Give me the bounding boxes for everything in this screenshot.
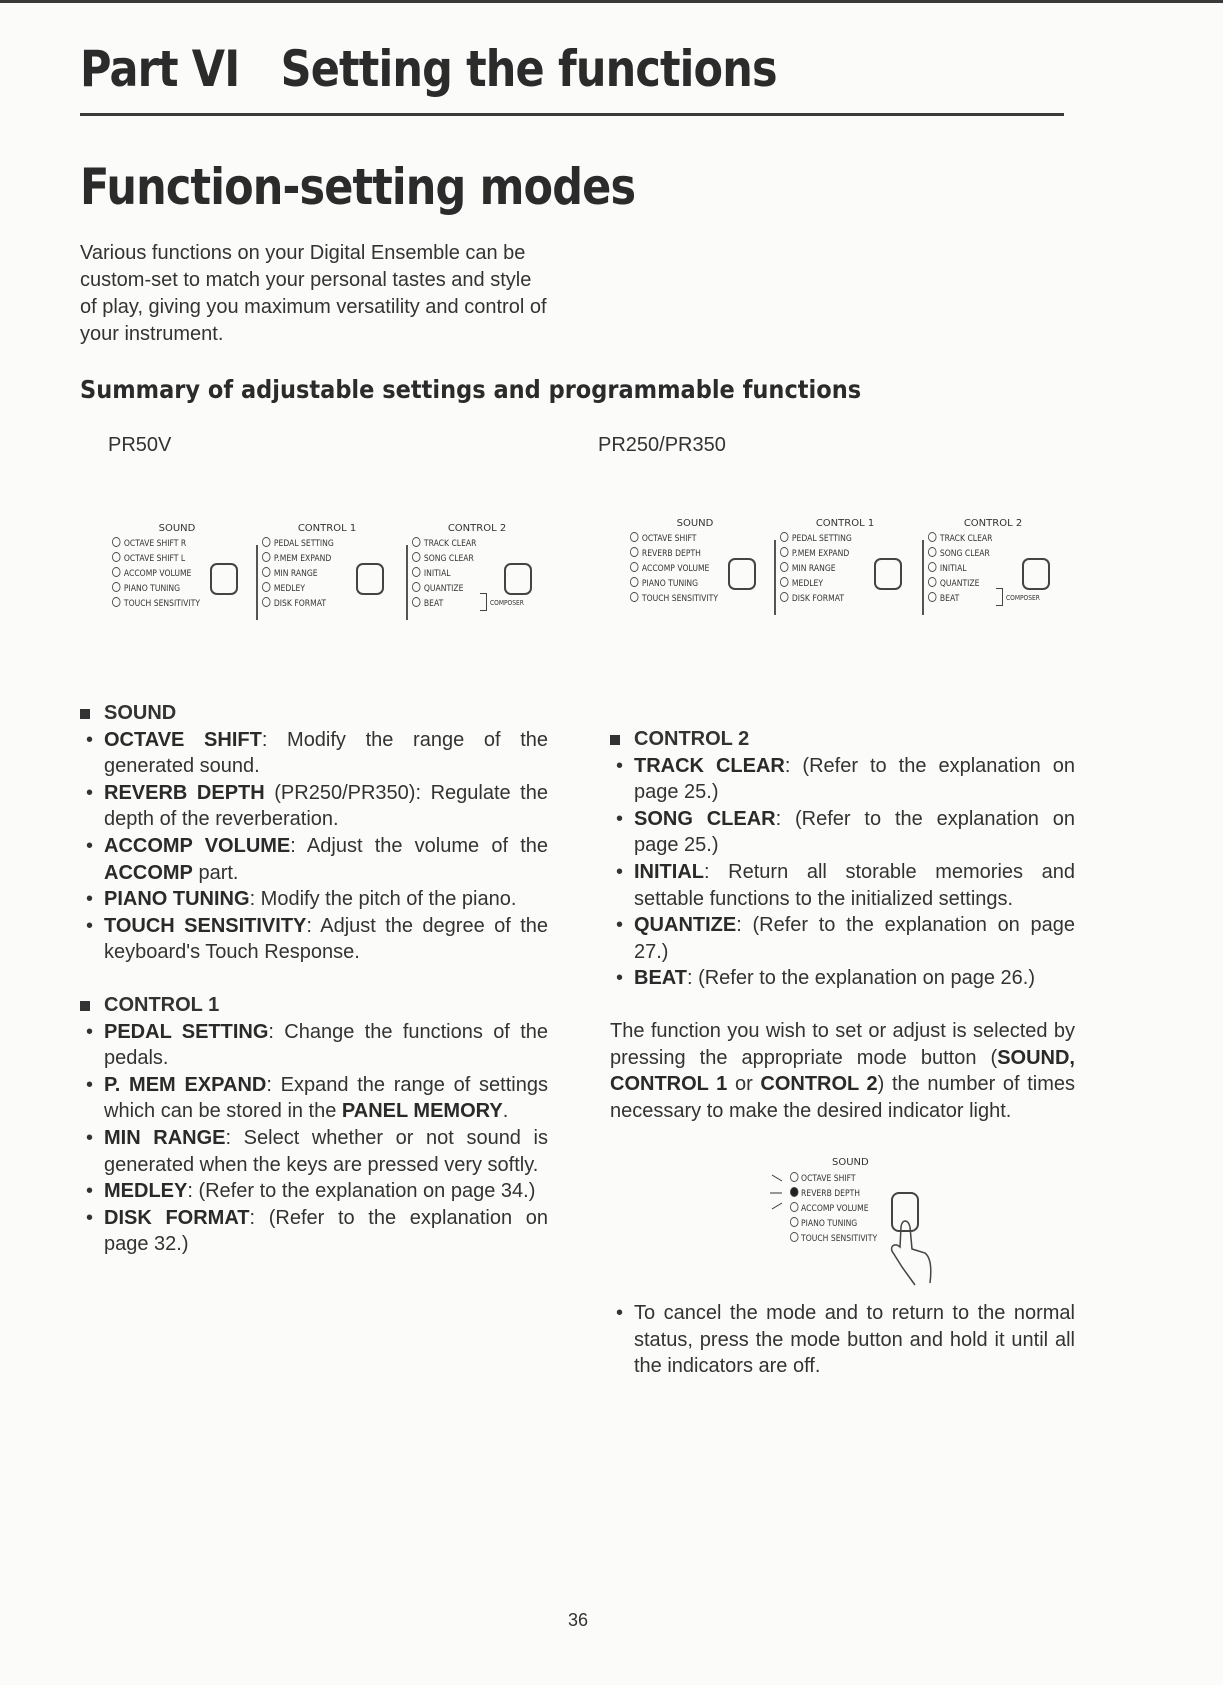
mini-indicator: ACCOMP VOLUME [790,1202,869,1214]
panel-indicator: MIN RANGE [780,562,891,577]
panel-indicator: MEDLEY [780,577,891,592]
control2-mode-button[interactable] [504,563,532,595]
part-title [80,40,777,98]
panel-indicator: PEDAL SETTING [780,532,891,547]
list-item: • PEDAL SETTING: Change the functions of the pedals. [80,1019,548,1072]
panel-indicator: SONG CLEAR [928,547,1039,562]
panel-indicator: BEAT [412,597,523,612]
list-item: • OCTAVE SHIFT: Modify the range of the generated sound. [80,727,548,780]
panel-indicator: MIN RANGE [262,567,373,582]
panel-indicator: SONG CLEAR [412,552,523,567]
panel-indicator: ACCOMP VOLUME [112,567,223,582]
panel-control1-title: CONTROL 1 [297,523,357,534]
composer-label: COMPOSER [1006,594,1040,602]
mini-sound-panel [760,1157,980,1287]
panel-control2-title: CONTROL 2 [447,523,507,534]
panel-control2-title: CONTROL 2 [963,518,1023,529]
model-label-pr50v: PR50V [108,434,172,456]
mini-indicator: OCTAVE SHIFT [790,1172,856,1184]
cancel-note: • To cancel the mode and to return to the normal status, press the mode button and hold it until all the indicators are off. [610,1300,1075,1380]
panel-indicator: ACCOMP VOLUME [630,562,741,577]
sound-mode-button[interactable] [728,558,756,590]
panel-divider [406,545,408,620]
list-item: • ACCOMP VOLUME: Adjust the volume of the ACCOMP part. [80,833,548,886]
panel-indicator: QUANTIZE [412,582,523,597]
control1-mode-button[interactable] [874,558,902,590]
list-item: • MEDLEY: (Refer to the explanation on page 34.) [80,1178,548,1205]
list-item: • INITIAL: Return all storable memories and settable functions to the initialized settings. [610,859,1075,912]
panel-indicator: PEDAL SETTING [262,537,373,552]
right-column [610,726,1075,1124]
list-item: • BEAT: (Refer to the explanation on page 26.) [610,965,1075,992]
list-item: • TRACK CLEAR: (Refer to the explanation on page 25.) [610,753,1075,806]
panel-sound-title: SOUND [676,518,714,529]
mini-indicator: PIANO TUNING [790,1217,857,1229]
panel-indicator: TOUCH SENSITIVITY [630,592,741,607]
panel-indicator: INITIAL [412,567,523,582]
summary-title: Summary of adjustable settings and programmable functions [80,375,862,404]
list-item: • TOUCH SENSITIVITY: Adjust the degree of the keyboard's Touch Response. [80,913,548,966]
part-title-text: Setting the functions [280,40,777,98]
panel-indicator: PIANO TUNING [112,582,223,597]
panel-pr250 [630,518,1050,618]
panel-indicator: BEAT [928,592,1039,607]
panel-divider [774,540,776,615]
composer-bracket [996,588,1003,606]
list-item: • PIANO TUNING: Modify the pitch of the piano. [80,886,548,913]
list-item: • REVERB DEPTH (PR250/PR350): Regulate the depth of the reverberation. [80,780,548,833]
composer-label: COMPOSER [490,599,524,607]
part-label: Part VI [80,40,240,98]
panel-indicator: MEDLEY [262,582,373,597]
panel-indicator: OCTAVE SHIFT L [112,552,223,567]
list-item: • SONG CLEAR: (Refer to the explanation on page 25.) [610,806,1075,859]
model-label-pr250: PR250/PR350 [598,434,726,456]
panel-indicator: TRACK CLEAR [928,532,1039,547]
sound-mode-button[interactable] [210,563,238,595]
section-heading-sound: SOUND [80,700,548,727]
mini-indicator-lit: REVERB DEPTH [790,1187,860,1199]
list-item: • DISK FORMAT: (Refer to the explanation on page 32.) [80,1205,548,1258]
control2-mode-button[interactable] [1022,558,1050,590]
top-border [0,0,1223,3]
panel-indicator: P.MEM EXPAND [780,547,891,562]
list-item: • MIN RANGE: Select whether or not sound is generated when the keys are pressed very softly. [80,1125,548,1178]
panel-indicator: REVERB DEPTH [630,547,741,562]
panel-indicator: OCTAVE SHIFT R [112,537,223,552]
panel-indicator: OCTAVE SHIFT [630,532,741,547]
panel-indicator: PIANO TUNING [630,577,741,592]
panel-divider [922,540,924,615]
control1-mode-button[interactable] [356,563,384,595]
panel-indicator: DISK FORMAT [780,592,891,607]
left-column [80,700,548,1258]
mode-button-paragraph: The function you wish to set or adjust is selected by pressing the appropriate mode button (SOUND, CONTROL 1 or CONTROL 2) the number of times necessary to make the desired indicator light. [610,1019,1075,1122]
panel-indicator: P.MEM EXPAND [262,552,373,567]
panel-indicator: TOUCH SENSITIVITY [112,597,223,612]
mini-indicator: TOUCH SENSITIVITY [790,1232,877,1244]
panel-indicator: QUANTIZE [928,577,1039,592]
section-heading-control1: CONTROL 1 [80,992,548,1019]
panel-indicator: DISK FORMAT [262,597,373,612]
panel-indicator: TRACK CLEAR [412,537,523,552]
list-item: • QUANTIZE: (Refer to the explanation on page 27.) [610,912,1075,965]
mini-panel-title: SOUND [832,1157,869,1168]
section-heading-control2: CONTROL 2 [610,726,1075,753]
title-rule [80,113,1064,116]
panel-indicator: INITIAL [928,562,1039,577]
pressing-hand-icon [760,1157,980,1287]
page-number: 36 [568,1610,589,1630]
cancel-note-block [610,1300,1075,1380]
panel-sound-title: SOUND [158,523,196,534]
panel-control1-title: CONTROL 1 [815,518,875,529]
panel-divider [256,545,258,620]
composer-bracket [480,593,487,611]
list-item: • P. MEM EXPAND: Expand the range of settings which can be stored in the PANEL MEMORY. [80,1072,548,1125]
panel-pr50v [112,523,532,623]
intro-paragraph: Various functions on your Digital Ensemble can be custom-set to match your personal tastes and style of play, giving you maximum versatility and control of your instrument. [80,242,547,345]
section-title: Function-setting modes [80,158,636,216]
